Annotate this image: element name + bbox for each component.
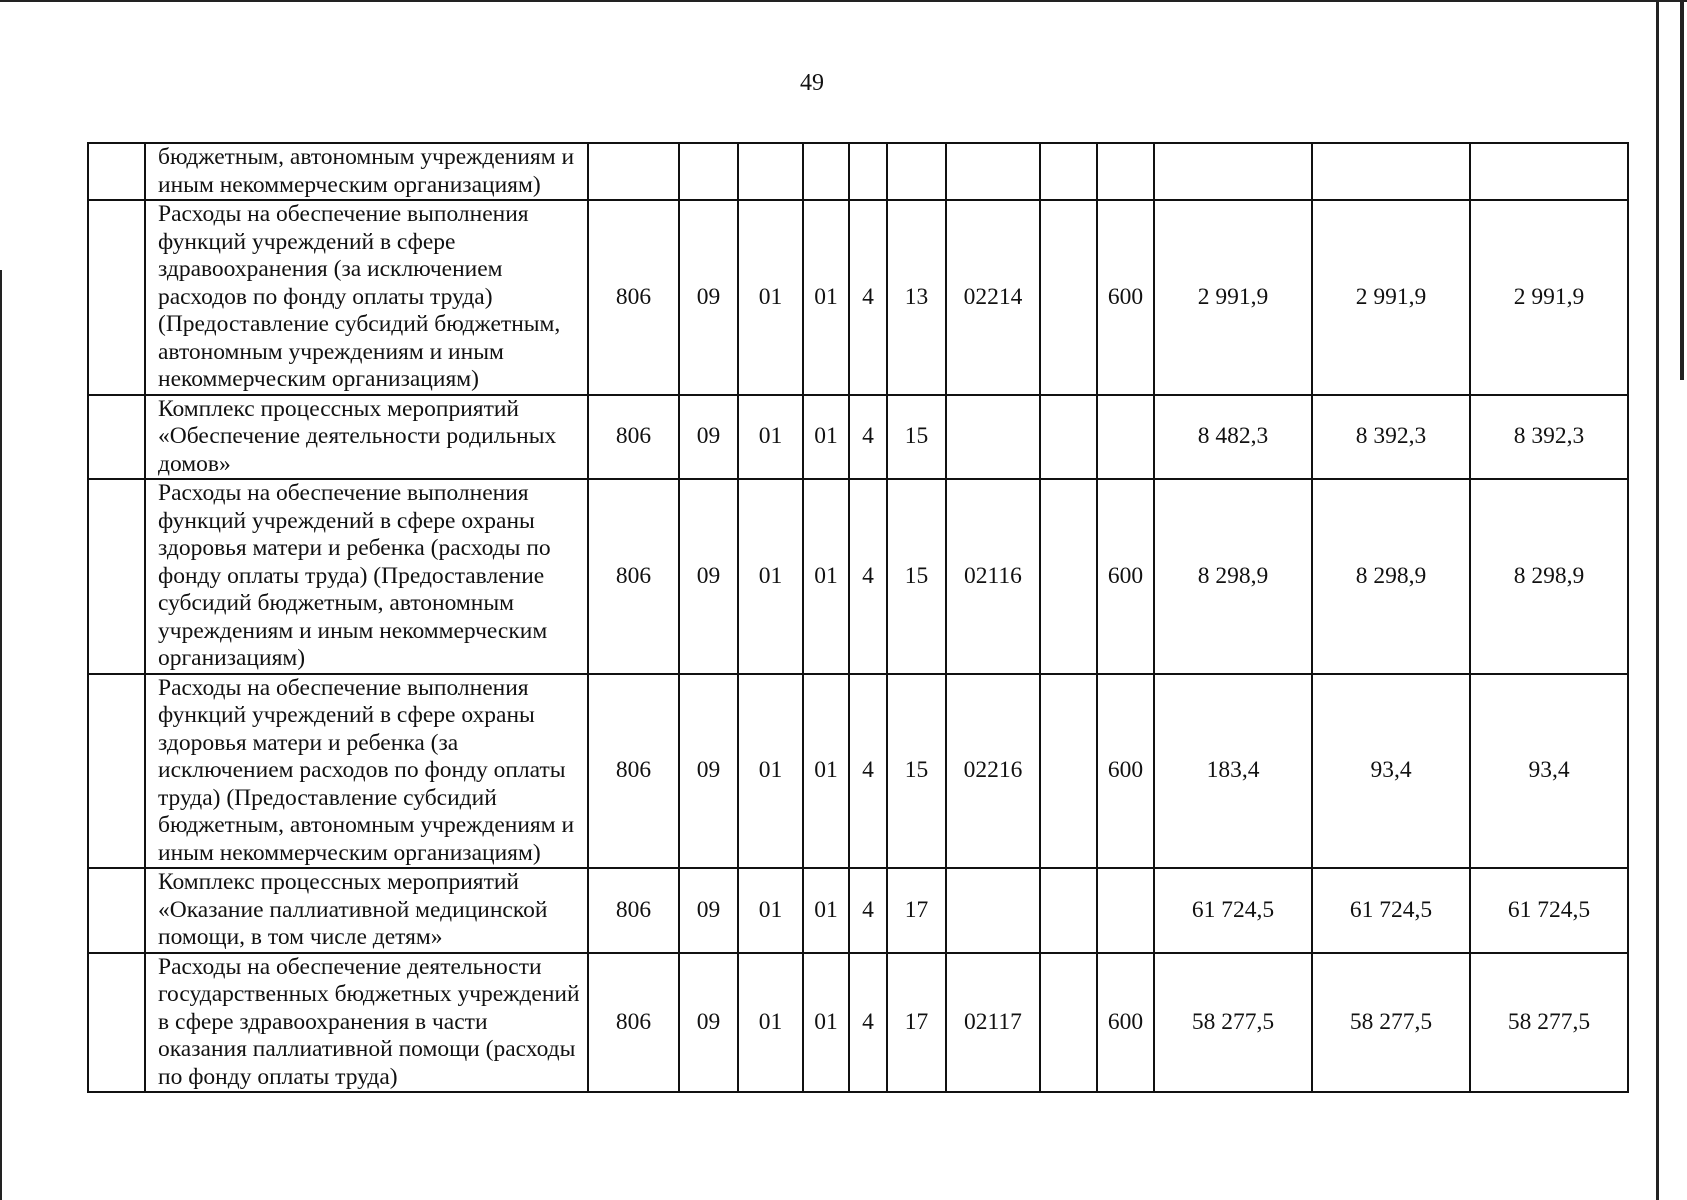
amount-cell: 58 277,5 [1312, 953, 1470, 1093]
row-description: Расходы на обеспечение выполнения функций учреждений в сфере охраны здоровья матери и ребенка (расходы по фонду оплаты труда) (Предоставление субсидий бюджетным, автономным учреждениям и иным некоммерческим организациям) [145, 479, 588, 674]
amount-cell: 183,4 [1154, 674, 1312, 869]
code-cell: 09 [679, 395, 738, 480]
code-cell: 17 [887, 953, 946, 1093]
scan-right-edge [1656, 0, 1659, 1200]
code-cell [803, 143, 849, 200]
code-cell: 01 [803, 674, 849, 869]
table-row [88, 479, 1628, 674]
code-cell: 01 [803, 200, 849, 395]
code-cell: 01 [738, 868, 803, 953]
code-cell: 01 [803, 953, 849, 1093]
code-cell: 600 [1097, 953, 1154, 1093]
code-cell: 15 [887, 674, 946, 869]
amount-cell [1154, 143, 1312, 200]
code-cell: 01 [803, 868, 849, 953]
row-index-cell [88, 953, 145, 1093]
code-cell: 01 [738, 953, 803, 1093]
row-index-cell [88, 200, 145, 395]
table-row [88, 200, 1628, 395]
amount-cell: 8 298,9 [1154, 479, 1312, 674]
code-cell: 01 [738, 674, 803, 869]
row-index-cell [88, 479, 145, 674]
table-row [88, 395, 1628, 480]
budget-table [87, 142, 1629, 1093]
scan-right-edge-mark [1680, 0, 1684, 380]
row-description: Расходы на обеспечение деятельности государственных бюджетных учреждений в сфере здравоохранения в части оказания паллиативной помощи (расходы по фонду оплаты труда) [145, 953, 588, 1093]
code-cell [1040, 395, 1097, 480]
code-cell: 4 [849, 868, 887, 953]
amount-cell: 58 277,5 [1470, 953, 1628, 1093]
code-cell [946, 143, 1040, 200]
amount-cell: 58 277,5 [1154, 953, 1312, 1093]
amount-cell [1470, 143, 1628, 200]
page-number: 49 [800, 70, 824, 96]
code-cell: 4 [849, 479, 887, 674]
code-cell: 600 [1097, 479, 1154, 674]
code-cell: 01 [803, 395, 849, 480]
code-cell: 09 [679, 868, 738, 953]
code-cell: 806 [588, 395, 679, 480]
table-row [88, 953, 1628, 1093]
row-description: Комплекс процессных мероприятий «Оказание паллиативной медицинской помощи, в том числе детям» [145, 868, 588, 953]
row-index-cell [88, 395, 145, 480]
code-cell: 4 [849, 395, 887, 480]
code-cell: 02216 [946, 674, 1040, 869]
code-cell [946, 395, 1040, 480]
code-cell: 806 [588, 200, 679, 395]
code-cell [1040, 674, 1097, 869]
code-cell: 4 [849, 200, 887, 395]
code-cell [1040, 479, 1097, 674]
row-index-cell [88, 674, 145, 869]
code-cell [1097, 868, 1154, 953]
code-cell [849, 143, 887, 200]
code-cell [1097, 395, 1154, 480]
code-cell: 01 [738, 395, 803, 480]
row-index-cell [88, 143, 145, 200]
code-cell: 13 [887, 200, 946, 395]
code-cell [1040, 953, 1097, 1093]
code-cell: 09 [679, 200, 738, 395]
code-cell: 600 [1097, 200, 1154, 395]
amount-cell: 61 724,5 [1154, 868, 1312, 953]
code-cell [738, 143, 803, 200]
code-cell: 806 [588, 953, 679, 1093]
code-cell: 02117 [946, 953, 1040, 1093]
amount-cell: 8 482,3 [1154, 395, 1312, 480]
code-cell: 806 [588, 479, 679, 674]
amount-cell: 8 298,9 [1470, 479, 1628, 674]
amount-cell: 2 991,9 [1154, 200, 1312, 395]
amount-cell: 8 392,3 [1312, 395, 1470, 480]
code-cell: 01 [738, 479, 803, 674]
code-cell: 02116 [946, 479, 1040, 674]
code-cell [946, 868, 1040, 953]
code-cell: 09 [679, 479, 738, 674]
amount-cell: 93,4 [1312, 674, 1470, 869]
amount-cell: 8 392,3 [1470, 395, 1628, 480]
row-index-cell [88, 868, 145, 953]
amount-cell: 93,4 [1470, 674, 1628, 869]
code-cell [1040, 868, 1097, 953]
scan-left-edge [0, 270, 2, 1200]
scan-top-line [0, 0, 1687, 2]
code-cell: 01 [738, 200, 803, 395]
code-cell [1040, 200, 1097, 395]
row-description: Расходы на обеспечение выполнения функций учреждений в сфере здравоохранения (за исключением расходов по фонду оплаты труда) (Предоставление субсидий бюджетным, автономным учреждениям и иным некоммерческим организациям) [145, 200, 588, 395]
amount-cell: 8 298,9 [1312, 479, 1470, 674]
row-description: Комплекс процессных мероприятий «Обеспечение деятельности родильных домов» [145, 395, 588, 480]
code-cell: 15 [887, 479, 946, 674]
code-cell: 806 [588, 674, 679, 869]
amount-cell: 61 724,5 [1312, 868, 1470, 953]
table-row [88, 143, 1628, 200]
code-cell: 4 [849, 674, 887, 869]
code-cell: 09 [679, 674, 738, 869]
amount-cell: 2 991,9 [1470, 200, 1628, 395]
code-cell: 01 [803, 479, 849, 674]
amount-cell [1312, 143, 1470, 200]
amount-cell: 61 724,5 [1470, 868, 1628, 953]
code-cell: 4 [849, 953, 887, 1093]
code-cell [588, 143, 679, 200]
table-row [88, 674, 1628, 869]
code-cell [1040, 143, 1097, 200]
row-description: Расходы на обеспечение выполнения функций учреждений в сфере охраны здоровья матери и ребенка (за исключением расходов по фонду оплаты труда) (Предоставление субсидий бюджетным, автономным учреждениям и иным некоммерческим организациям) [145, 674, 588, 869]
amount-cell: 2 991,9 [1312, 200, 1470, 395]
code-cell: 600 [1097, 674, 1154, 869]
code-cell: 15 [887, 395, 946, 480]
table-row [88, 868, 1628, 953]
code-cell: 806 [588, 868, 679, 953]
code-cell: 02214 [946, 200, 1040, 395]
code-cell: 17 [887, 868, 946, 953]
code-cell [1097, 143, 1154, 200]
code-cell [679, 143, 738, 200]
code-cell: 09 [679, 953, 738, 1093]
row-description: бюджетным, автономным учреждениям и иным некоммерческим организациям) [145, 143, 588, 200]
code-cell [887, 143, 946, 200]
